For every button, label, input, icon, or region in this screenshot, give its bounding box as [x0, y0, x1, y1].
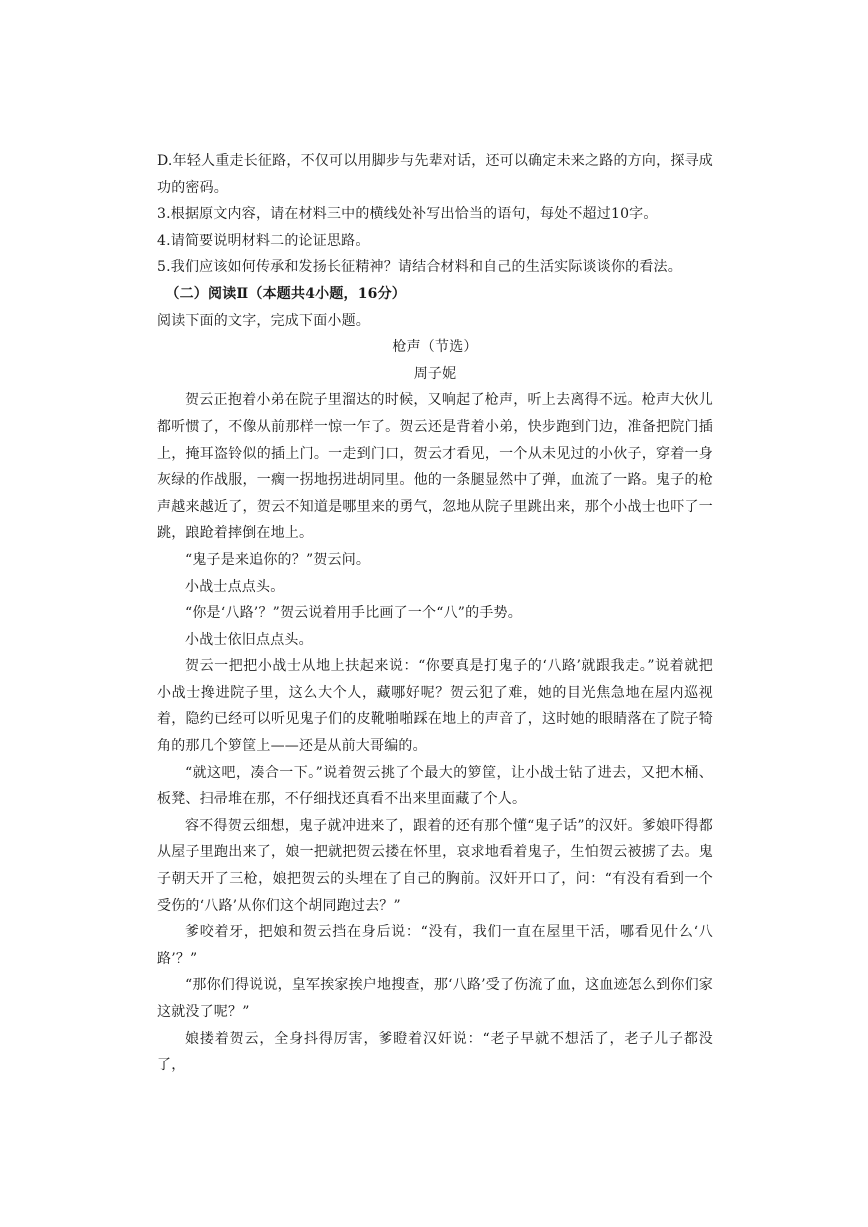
- story-paragraph: “你是‘八路’？”贺云说着用手比画了一个“八”的手势。: [185, 605, 522, 622]
- story-paragraph: 容不得贺云细想，鬼子就冲进来了，跟着的还有那个懂“鬼子话”的汉奸。爹娘吓得都从屋子里跑出来了，娘一把就把贺云搂在怀里，哀求地看着鬼子，生怕贺云被掳了去。鬼子朝天开了三枪，娘把贺云的头埋在了自己的胸前。汉奸开口了，问：“有没有看到一个受伤的‘八路’从你们这个胡同跑过去？”: [157, 817, 713, 914]
- story-paragraph: 小战士点点头。: [185, 578, 285, 595]
- story-paragraph: “那你们得说说，皇军挨家挨户地搜查，那‘八路’受了伤流了血，这血迹怎么到你们家这就没了呢？”: [157, 977, 713, 1020]
- section-header: [157, 281, 713, 308]
- document-content: [157, 148, 713, 1079]
- story-paragraph: 贺云正抱着小弟在院子里溜达的时候，又响起了枪声，听上去离得不远。枪声大伙儿都听惯了，不像从前那样一惊一乍了。贺云还是背着小弟，快步跑到门边，准备把院门插上，掩耳盗铃似的插上门。一走到门口，贺云才看见，一个从未见过的小伙子，穿着一身灰绿的作战服，一瘸一拐地拐进胡同里。他的一条腿显然中了弹，血流了一路。鬼子的枪声越来越近了，贺云不知道是哪里来的勇气，忽地从院子里跳出来，那个小战士也吓了一跳，踉跄着摔倒在地上。: [157, 392, 713, 542]
- question-5: 5.我们应该如何传承和发扬长征精神？请结合材料和自己的生活实际谈谈你的看法。: [157, 259, 682, 276]
- story-paragraph: 贺云一把把小战士从地上扶起来说：“你要真是打鬼子的‘八路’就跟我走。”说着就把小战士搀进院子里，这么大个人，藏哪好呢？贺云犯了难，她的目光焦急地在屋内巡视着，隐约已经可以听见鬼子们的皮靴啪啪踩在地上的声音了，这时她的眼睛落在了院子犄角的那几个箩筐上——还是从前大哥编的。: [157, 658, 713, 755]
- option-d: D.年轻人重走长征路，不仅可以用脚步与先辈对话，还可以确定未来之路的方向，探寻成功的密码。: [157, 153, 713, 196]
- section-header-text: （二）阅读Ⅱ（本题共4小题，16分）: [165, 285, 407, 302]
- question-4: 4.请简要说明材料二的论证思路。: [157, 232, 370, 249]
- story-paragraph: 小战士依旧点点头。: [185, 631, 313, 648]
- story-author: 周子妮: [413, 365, 457, 382]
- question-3: 3.根据原文内容，请在材料三中的横线处补写出恰当的语句，每处不超过10字。: [157, 206, 658, 223]
- story-paragraph: “鬼子是来追你的？”贺云问。: [185, 551, 371, 568]
- story-paragraph: “就这吧，凑合一下。”说着贺云挑了个最大的箩筐，让小战士钻了进去，又把木桶、板凳、扫帚堆在那，不仔细找还真看不出来里面藏了个人。: [157, 764, 713, 808]
- story-paragraph: 娘搂着贺云，全身抖得厉害，爹瞪着汉奸说：“老子早就不想活了，老子儿子都没了，: [157, 1030, 713, 1074]
- story-title: 枪声（节选）: [392, 339, 478, 356]
- story-paragraph: 爹咬着牙，把娘和贺云挡在身后说：“没有，我们一直在屋里干活，哪看见什么‘八路’？”: [157, 924, 713, 967]
- reading-instruction: 阅读下面的文字，完成下面小题。: [157, 312, 370, 329]
